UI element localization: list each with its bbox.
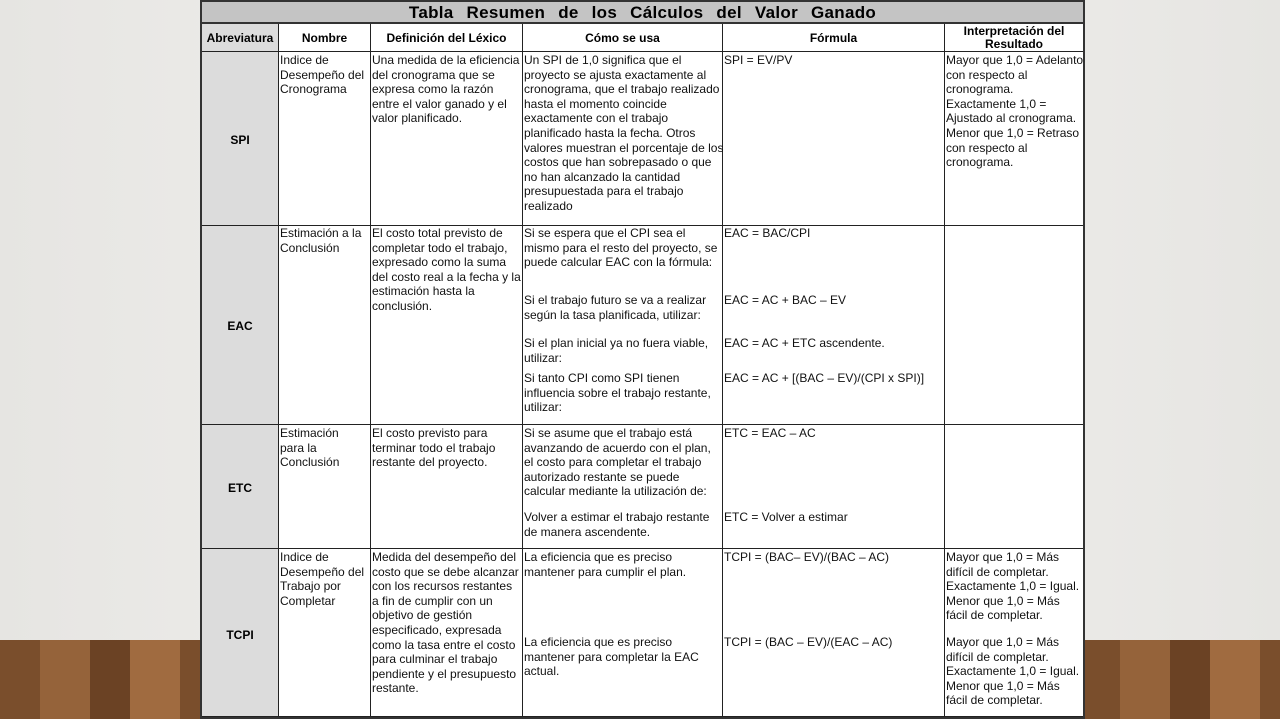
header-interpretacion: Interpretación del Resultado <box>963 24 1065 51</box>
header-formula: Fórmula <box>809 30 858 45</box>
header-abreviatura: Abreviatura <box>206 30 274 45</box>
tcpi-usage-1: La eficiencia que es preciso mantener para cumplir el plan. <box>524 550 687 579</box>
header-como-se-usa: Cómo se usa <box>585 30 660 45</box>
tcpi-interpretation-1: Mayor que 1,0 = Más difícil de completar. Exactamente 1,0 = Igual. Menor que 1,0 = Más fácil de completar. <box>946 550 1080 623</box>
spi-formula: SPI = EV/PV <box>724 53 793 67</box>
summary-table <box>200 0 1085 719</box>
row-abbr-tcpi: TCPI <box>226 628 254 642</box>
eac-usage-3: Si el plan inicial ya no fuera viable, utilizar: <box>524 336 709 365</box>
row-abbr-etc: ETC <box>228 481 252 495</box>
spi-usage: Un SPI de 1,0 significa que el proyecto se ajusta exactamente al cronograma, que el trabajo realizado hasta el momento coincide exactamente con el trabajo planificado hasta la fecha. Otros valores muestran el porcentaje de los costos que han sobrepasado o que no han alcanzado la cantidad presupuestada para el trabajo realizado <box>524 53 724 213</box>
eac-usage-1: Si se espera que el CPI sea el mismo para el resto del proyecto, se puede calcular EAC con la fórmula: <box>524 226 718 270</box>
tcpi-name: Indice de Desempeño del Trabajo por Completar <box>280 550 365 608</box>
etc-formula-1: ETC = EAC – AC <box>724 426 816 440</box>
eac-formula-2: EAC = AC + BAC – EV <box>724 293 847 307</box>
header-definicion: Definición del Léxico <box>386 30 507 45</box>
eac-formula-3: EAC = AC + ETC ascendente. <box>724 336 885 350</box>
row-abbr-eac: EAC <box>227 319 253 333</box>
eac-usage-4: Si tanto CPI como SPI tienen influencia sobre el trabajo restante, utilizar: <box>524 371 711 415</box>
etc-formula-2: ETC = Volver a estimar <box>724 510 848 524</box>
tcpi-definition: Medida del desempeño del costo que se debe alcanzar con los recursos restantes a fin de cumplir con un objetivo de gestión especificado, expresada como la tasa entre el costo para culminar el trabajo pendiente y el presupuesto restante. <box>372 550 519 696</box>
eac-usage-2: Si el trabajo futuro se va a realizar según la tasa planificada, utilizar: <box>524 293 707 322</box>
table-title: Tabla Resumen de los Cálculos del Valor Ganado <box>202 2 1083 24</box>
row-abbr-spi: SPI <box>230 133 250 147</box>
etc-definition: El costo previsto para terminar todo el trabajo restante del proyecto. <box>372 426 496 470</box>
tcpi-formula-2: TCPI = (BAC – EV)/(EAC – AC) <box>724 635 893 649</box>
eac-definition: El costo total previsto de completar todo el trabajo, expresado como la suma del costo real a la fecha y la estimación hasta la conclusión. <box>372 226 521 313</box>
spi-definition: Una medida de la eficiencia del cronograma que se expresa como la razón entre el valor ganado y el valor planificado. <box>372 53 520 126</box>
eac-formula-1: EAC = BAC/CPI <box>724 226 811 240</box>
tcpi-formula-1: TCPI = (BAC– EV)/(BAC – AC) <box>724 550 890 564</box>
etc-usage-2: Volver a estimar el trabajo restante de manera ascendente. <box>524 510 710 539</box>
tcpi-usage-2: La eficiencia que es preciso mantener para completar la EAC actual. <box>524 635 699 679</box>
spi-interpretation: Mayor que 1,0 = Adelanto con respecto al cronograma. Exactamente 1,0 = Ajustado al cronograma. Menor que 1,0 = Retraso con respecto al cronograma. <box>946 53 1084 170</box>
tcpi-interpretation-2: Mayor que 1,0 = Más difícil de completar. Exactamente 1,0 = Igual. Menor que 1,0 = Más fácil de completar. <box>946 635 1080 708</box>
spi-name: Indice de Desempeño del Cronograma <box>280 53 365 97</box>
abbreviation-column-bg <box>202 24 278 717</box>
etc-name: Estimación para la Conclusión <box>280 426 340 470</box>
eac-name: Estimación a la Conclusión <box>280 226 362 255</box>
header-nombre: Nombre <box>301 30 348 45</box>
etc-usage-1: Si se asume que el trabajo está avanzando de acuerdo con el plan, el costo para completar el trabajo autorizado restante se puede calcular mediante la utilización de: <box>524 426 711 499</box>
eac-formula-4: EAC = AC + [(BAC – EV)/(CPI x SPI)] <box>724 371 925 385</box>
